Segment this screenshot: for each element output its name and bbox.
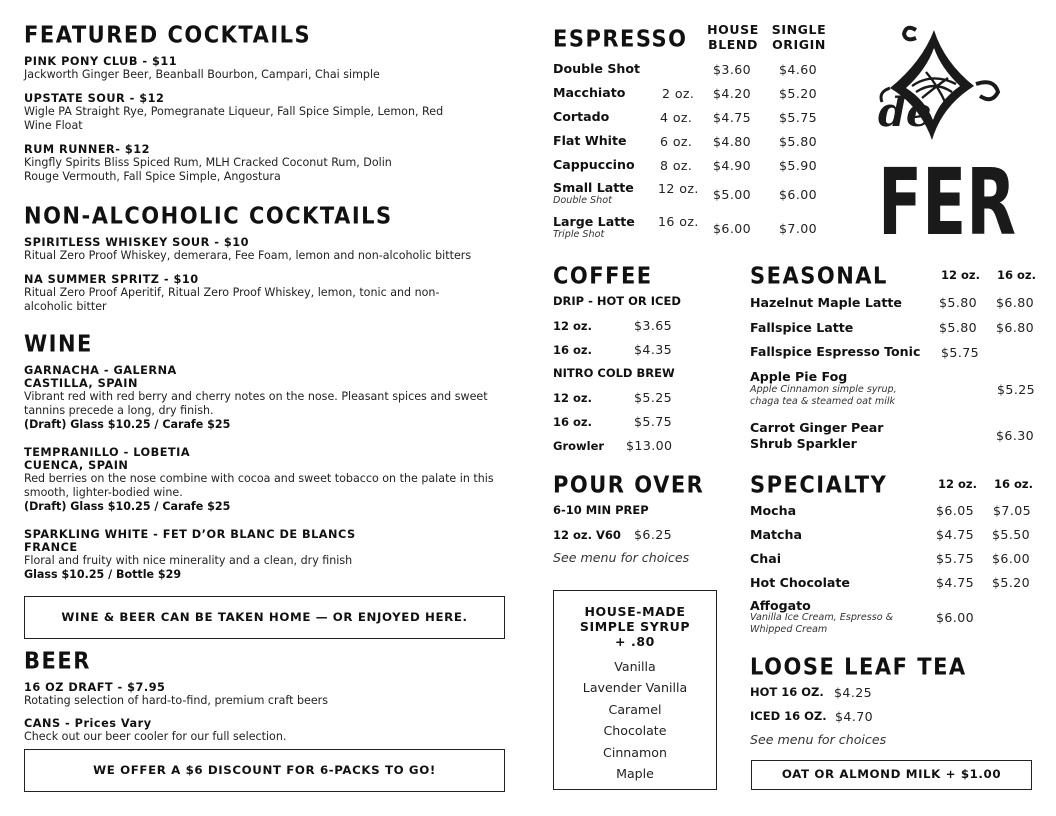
specialty-name: Affogato <box>750 598 811 613</box>
nitro-price: $5.75 <box>634 414 673 429</box>
specialty-12oz-price: $6.05 <box>936 503 975 518</box>
specialty-16oz-price: $5.20 <box>992 575 1031 590</box>
espresso-house-price: $4.20 <box>713 86 752 101</box>
espresso-size: 6 oz. <box>660 134 693 149</box>
specialty-name: Hot Chocolate <box>750 575 850 590</box>
espresso-size: 4 oz. <box>660 110 693 125</box>
seasonal-16oz-price: $6.80 <box>996 295 1035 310</box>
beer-heading: BEER <box>24 648 91 674</box>
item-description: Vibrant red with red berry and cherry notes on the nose. Pleasant spices and sweet tannins precede a long, dry finish. <box>24 390 488 417</box>
espresso-single-price: $4.60 <box>779 62 818 77</box>
item-description: Red berries on the nose combine with cocoa and sweet tobacco on the palate in this smooth, lighter-bodied wine. <box>24 472 494 499</box>
item-title: PINK PONY CLUB - $11 <box>24 55 178 68</box>
espresso-single-price: $5.90 <box>779 158 818 173</box>
beer-item <box>24 717 504 744</box>
wine-region: CUENCA, SPAIN <box>24 459 129 472</box>
specialty-12oz-price: $4.75 <box>936 527 975 542</box>
featured-heading: FEATURED COCKTAILS <box>24 22 312 48</box>
espresso-size: 16 oz. <box>658 214 699 229</box>
seasonal-subtext: Apple Cinnamon simple syrup, chaga tea & steamed oat milk <box>750 384 897 407</box>
specialty-16oz-header: 16 oz. <box>994 477 1033 491</box>
syrup-flavor: Chocolate <box>603 723 667 739</box>
tea-hot-label: HOT 16 OZ. <box>750 685 824 699</box>
seasonal-12oz-price: $5.75 <box>941 345 980 360</box>
espresso-name: Cappuccino <box>553 157 635 172</box>
wine-price: (Draft) Glass $10.25 / Carafe $25 <box>24 418 231 431</box>
nitro-price: $5.25 <box>634 390 673 405</box>
item-description: Check out our beer cooler for our full selection. <box>24 730 287 743</box>
wine-region: CASTILLA, SPAIN <box>24 377 138 390</box>
seasonal-16oz-price: $6.80 <box>996 320 1035 335</box>
espresso-house-price: $5.00 <box>713 187 752 202</box>
milk-option-text: OAT OR ALMOND MILK + $1.00 <box>781 767 1002 781</box>
coffee-heading: COFFEE <box>553 263 653 289</box>
specialty-12oz-price: $6.00 <box>936 610 975 625</box>
wine-region: FRANCE <box>24 541 78 554</box>
wine-item <box>24 528 504 581</box>
drip-size: 16 oz. <box>553 343 592 357</box>
wine-title: GARNACHA - GALERNA <box>24 364 177 377</box>
espresso-size: 2 oz. <box>662 86 695 101</box>
seasonal-name: Hazelnut Maple Latte <box>750 295 902 310</box>
seasonal-name: Apple Pie Fog <box>750 369 848 384</box>
espresso-single-price: $7.00 <box>779 221 818 236</box>
item-description: Jackworth Ginger Beer, Beanball Bourbon, Campari, Chai simple <box>24 68 380 81</box>
espresso-name: Small Latte <box>553 180 634 195</box>
seasonal-name: Fallspice Latte <box>750 320 854 335</box>
pourover-heading: POUR OVER <box>553 472 705 498</box>
seasonal-12oz-price: $5.80 <box>939 320 978 335</box>
specialty-12oz-price: $5.75 <box>936 551 975 566</box>
syrup-flavor: Lavender Vanilla <box>582 680 688 696</box>
tea-heading: LOOSE LEAF TEA <box>750 654 967 680</box>
seasonal-16oz-price: $5.25 <box>997 382 1036 397</box>
seasonal-12oz-header: 12 oz. <box>941 268 980 282</box>
syrup-flavor-list <box>554 656 716 784</box>
tea-note: See menu for choices <box>750 732 887 747</box>
six-pack-discount-text: WE OFFER A $6 DISCOUNT FOR 6-PACKS TO GO! <box>93 763 436 777</box>
specialty-16oz-price: $5.50 <box>992 527 1031 542</box>
espresso-house-price: $6.00 <box>713 221 752 236</box>
specialty-12oz-header: 12 oz. <box>938 477 977 491</box>
pourover-prep: 6-10 MIN PREP <box>553 503 649 517</box>
nitro-label: NITRO COLD BREW <box>553 366 675 380</box>
specialty-heading: SPECIALTY <box>750 472 888 498</box>
syrup-title: HOUSE-MADE <box>584 604 686 619</box>
featured-item <box>24 55 504 82</box>
nitro-size: 16 oz. <box>553 415 592 429</box>
syrup-title: SIMPLE SYRUP <box>579 619 691 634</box>
nonalc-item <box>24 236 514 263</box>
seasonal-heading: SEASONAL <box>750 263 888 289</box>
item-title: SPIRITLESS WHISKEY SOUR - $10 <box>24 236 249 249</box>
logo-fer-text: FER <box>878 149 1016 256</box>
pourover-note: See menu for choices <box>553 550 690 565</box>
wine-takeaway-box <box>24 596 505 639</box>
seasonal-name: Fallspice Espresso Tonic <box>750 344 921 359</box>
espresso-name: Large Latte <box>553 214 635 229</box>
item-title: 16 OZ DRAFT - $7.95 <box>24 681 166 694</box>
syrup-flavor: Cinnamon <box>603 744 667 760</box>
wine-item <box>24 446 494 513</box>
house-blend-header: HOUSE BLEND <box>707 22 759 52</box>
syrup-box <box>553 590 717 790</box>
seasonal-name: Carrot Ginger Pear Shrub Sparkler <box>750 420 884 451</box>
featured-item <box>24 143 404 184</box>
drip-size: 12 oz. <box>553 319 592 333</box>
specialty-12oz-price: $4.75 <box>936 575 975 590</box>
item-description: Floral and fruity with nice minerality and a clean, dry finish <box>24 554 353 567</box>
beer-item <box>24 681 504 708</box>
tea-iced-price: $4.70 <box>835 709 874 724</box>
item-title: NA SUMMER SPRITZ - $10 <box>24 273 199 286</box>
item-description: Wigle PA Straight Rye, Pomegranate Liqueur, Fall Spice Simple, Lemon, Red Wine Float <box>24 105 444 132</box>
wine-price: (Draft) Glass $10.25 / Carafe $25 <box>24 500 231 513</box>
syrup-price: + .80 <box>615 634 655 649</box>
espresso-subtext: Triple Shot <box>553 229 605 240</box>
specialty-subtext: Vanilla Ice Cream, Espresso & Whipped Cream <box>750 612 894 635</box>
espresso-name: Cortado <box>553 109 610 124</box>
drip-price: $3.65 <box>634 318 673 333</box>
nitro-size: 12 oz. <box>553 391 592 405</box>
espresso-single-price: $5.80 <box>779 134 818 149</box>
milk-option-box <box>751 760 1032 790</box>
pourover-size: 12 oz. V60 <box>553 528 621 542</box>
nonalc-heading: NON-ALCOHOLIC COCKTAILS <box>24 203 393 229</box>
specialty-16oz-price: $7.05 <box>993 503 1032 518</box>
espresso-name: Double Shot <box>553 61 641 76</box>
tea-iced-label: ICED 16 OZ. <box>750 709 827 723</box>
seasonal-12oz-price: $5.80 <box>939 295 978 310</box>
espresso-name: Macchiato <box>553 85 626 100</box>
espresso-single-price: $6.00 <box>779 187 818 202</box>
pourover-price: $6.25 <box>634 527 673 542</box>
tea-hot-price: $4.25 <box>834 685 873 700</box>
espresso-single-price: $5.75 <box>779 110 818 125</box>
wine-title: SPARKLING WHITE - FET D’OR BLANC DE BLANCS <box>24 528 356 541</box>
espresso-single-price: $5.20 <box>779 86 818 101</box>
drip-price: $4.35 <box>634 342 673 357</box>
espresso-size: 12 oz. <box>658 181 699 196</box>
syrup-flavor: Caramel <box>608 701 662 717</box>
espresso-subtext: Double Shot <box>553 195 612 206</box>
espresso-name: Flat White <box>553 133 627 148</box>
syrup-flavor: Maple <box>616 766 654 782</box>
logo-diamond-icon <box>876 22 1026 256</box>
six-pack-discount-box <box>24 749 505 792</box>
espresso-heading: ESPRESSO <box>553 26 688 52</box>
nitro-price: $13.00 <box>626 438 673 453</box>
seasonal-16oz-header: 16 oz. <box>997 268 1036 282</box>
wine-item <box>24 364 494 431</box>
espresso-house-price: $3.60 <box>713 62 752 77</box>
nonalc-item <box>24 273 444 314</box>
nitro-size: Growler <box>553 439 605 453</box>
item-title: CANS - Prices Vary <box>24 717 152 730</box>
item-description: Rotating selection of hard-to-find, premium craft beers <box>24 694 328 707</box>
item-title: RUM RUNNER- $12 <box>24 143 150 156</box>
drip-label: DRIP - HOT OR ICED <box>553 294 681 308</box>
featured-item <box>24 92 464 133</box>
espresso-size: 8 oz. <box>660 158 693 173</box>
espresso-house-price: $4.90 <box>713 158 752 173</box>
wine-price: Glass $10.25 / Bottle $29 <box>24 568 182 581</box>
single-origin-header: SINGLE ORIGIN <box>771 22 827 52</box>
specialty-name: Matcha <box>750 527 802 542</box>
wine-title: TEMPRANILLO - LOBETIA <box>24 446 191 459</box>
de-fer-logo <box>876 22 1026 256</box>
logo-de-text: de <box>878 89 932 136</box>
wine-takeaway-text: WINE & BEER CAN BE TAKEN HOME — OR ENJOYED HERE. <box>61 610 468 624</box>
seasonal-16oz-price: $6.30 <box>996 428 1035 443</box>
wine-heading: WINE <box>24 331 93 357</box>
specialty-name: Mocha <box>750 503 797 518</box>
espresso-house-price: $4.75 <box>713 110 752 125</box>
item-description: Kingfly Spirits Bliss Spiced Rum, MLH Cracked Coconut Rum, Dolin Rouge Vermouth, Fall Spice Simple, Angostura <box>24 156 392 183</box>
espresso-house-price: $4.80 <box>713 134 752 149</box>
specialty-name: Chai <box>750 551 782 566</box>
syrup-flavor: Vanilla <box>614 659 656 674</box>
item-description: Ritual Zero Proof Whiskey, demerara, Fee Foam, lemon and non-alcoholic bitters <box>24 249 472 262</box>
item-description: Ritual Zero Proof Aperitif, Ritual Zero Proof Whiskey, lemon, tonic and non-alcoholic bitter <box>24 286 440 313</box>
item-title: UPSTATE SOUR - $12 <box>24 92 165 105</box>
specialty-16oz-price: $6.00 <box>992 551 1031 566</box>
